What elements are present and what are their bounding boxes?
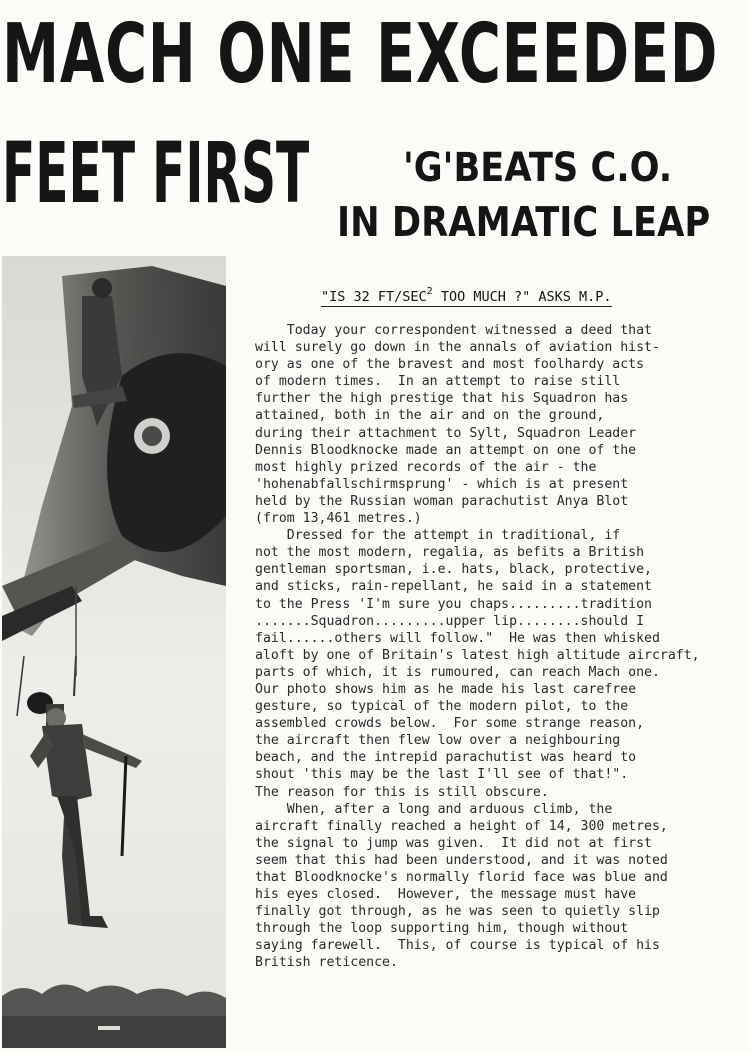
article-line: When, after a long and arduous climb, the [255, 801, 613, 817]
article-line: of modern times. In an attempt to raise still [255, 374, 621, 390]
article-line: to the Press 'I'm sure you chaps.........tradition [255, 596, 652, 612]
article-line: ory as one of the bravest and most foolhardy acts [255, 357, 645, 373]
article-line: will surely go down in the annals of aviation hist- [255, 340, 660, 356]
article-line: beach, and the intrepid parachutist was heard to [255, 750, 637, 766]
article-line: further the high prestige that his Squadron has [255, 391, 629, 407]
article-line: 'hohenabfallschirmsprung' - which is at present [255, 476, 629, 492]
article-line: through the loop supporting him, though without [255, 921, 629, 937]
article-line: seem that this had been understood, and it was noted [255, 852, 668, 868]
article-line: attained, both in the air and on the ground, [255, 408, 605, 424]
article-line: the signal to jump was given. It did not at first [255, 835, 652, 851]
article-line: aircraft finally reached a height of 14, 300 metres, [255, 818, 668, 834]
article-line: held by the Russian woman parachutist Anya Blot [255, 493, 629, 509]
article-line: .......Squadron.........upper lip........should I [255, 613, 645, 629]
article-line: parts of which, it is rumoured, can reach Mach one. [255, 664, 660, 680]
helicopter-photo [2, 256, 226, 1048]
article-line: Dressed for the attempt in traditional, if [255, 528, 621, 544]
article-line: gentleman sportsman, i.e. hats, black, protective, [255, 562, 652, 578]
byline-superscript: 2 [426, 286, 433, 297]
byline-text-before: "IS 32 FT/SEC [321, 289, 427, 305]
article-line: assembled crowds below. For some strange reason, [255, 716, 645, 732]
headline-feet-first: FEET FIRST [2, 124, 310, 222]
article-line: finally got through, as he was seen to quietly slip [255, 904, 660, 920]
article-line: fail......others will follow." He was then whisked [255, 630, 660, 646]
article-line: during their attachment to Sylt, Squadron Leader [255, 425, 637, 441]
helicopter-photo-illustration [2, 256, 226, 1048]
article-line: The reason for this is still obscure. [255, 784, 549, 800]
article-line: and sticks, rain-repellant, he said in a statement [255, 579, 652, 595]
article-line: Today your correspondent witnessed a deed that [255, 323, 652, 338]
byline-text-after: TOO MUCH ?" ASKS M.P. [432, 289, 612, 305]
article-line: his eyes closed. However, the message must have [255, 887, 637, 903]
article-line: Our photo shows him as he made his last carefree [255, 681, 637, 697]
article-line: Dennis Bloodknocke made an attempt on one of the [255, 442, 637, 458]
article-line: that Bloodknocke's normally florid face was blue and [255, 870, 668, 885]
article-line: shout 'this may be the last I'll see of that!". [255, 767, 629, 783]
subheadline-g-beats: 'G'BEATS C.O. [403, 145, 673, 191]
article-line: saying farewell. This, of course is typical of his [255, 938, 660, 954]
article-line: aloft by one of Britain's latest high altitude aircraft, [255, 647, 700, 663]
article-line: gesture, so typical of the modern pilot, to the [255, 699, 629, 715]
article-line: the aircraft then flew low over a neighbouring [255, 733, 621, 749]
article-line: most highly prized records of the air - the [255, 459, 597, 475]
article-body [255, 322, 735, 972]
article-byline [321, 286, 612, 307]
article-line: (from 13,461 metres.) [255, 511, 422, 527]
subheadline-dramatic-leap: IN DRAMATIC LEAP [337, 198, 711, 246]
article-line: not the most modern, regalia, as befits a British [255, 545, 645, 561]
headline-main: MACH ONE EXCEEDED [2, 7, 719, 102]
article-line: British reticence. [255, 955, 398, 971]
